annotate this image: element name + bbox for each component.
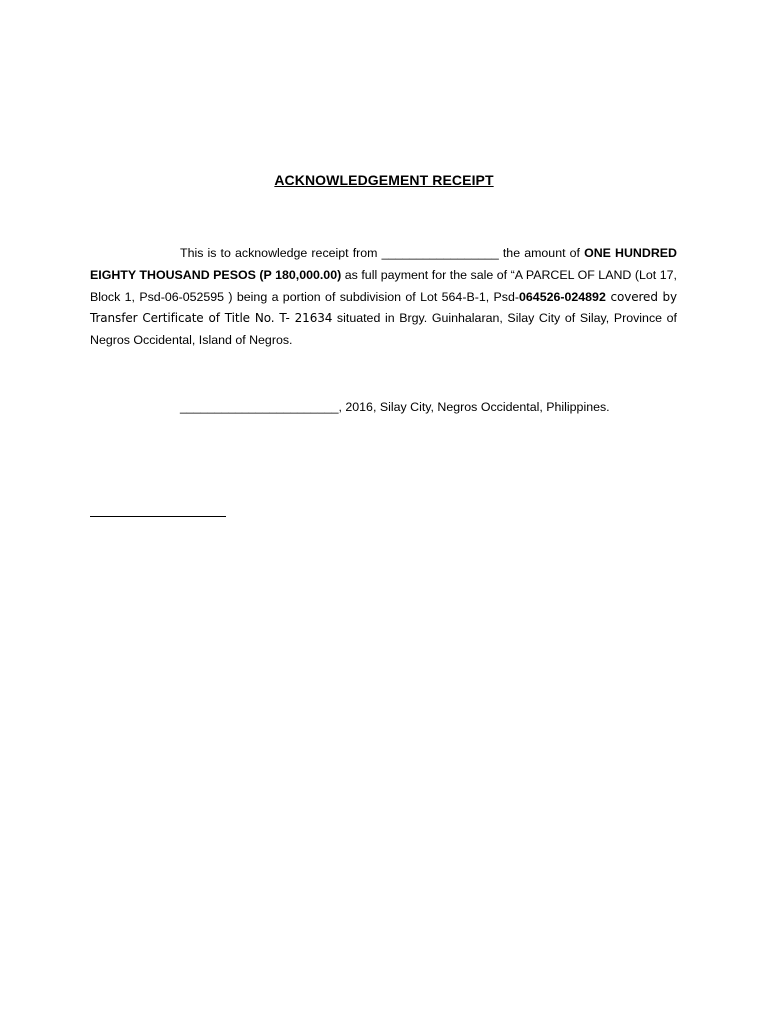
paragraph-text-2: the amount of [498, 246, 585, 260]
date-place-text: , 2016, Silay City, Negros Occidental, Philippines. [338, 400, 610, 414]
title-reference-text: covered by Transfer Certificate of Title No. T- 21634 [90, 289, 678, 326]
paragraph-text-3: as full payment for the sale of “A PARCEL OF LAND (Lot 17, Block 1, Psd-06-052595 ) being a portion of subdivision of Lot 564-B-1, Psd- [90, 267, 677, 304]
payer-blank: _________________ [381, 246, 499, 260]
lot-number-text: 064526-024892 [519, 289, 606, 304]
date-blank: _______________________ [180, 400, 339, 414]
paragraph-text-5: situated in Brgy. Guinhalaran, Silay City of Silay, Province of Negros Occidental, Island of Negros. [90, 311, 677, 348]
signature-line [90, 516, 226, 517]
date-place-line [180, 397, 610, 417]
paragraph-text-1: This is to acknowledge receipt from [180, 246, 382, 260]
amount-text: ONE HUNDRED EIGHTY THOUSAND PESOS (P 180,000.00) [90, 246, 677, 282]
receipt-paragraph [90, 243, 677, 352]
document-title: ACKNOWLEDGEMENT RECEIPT [274, 172, 494, 188]
